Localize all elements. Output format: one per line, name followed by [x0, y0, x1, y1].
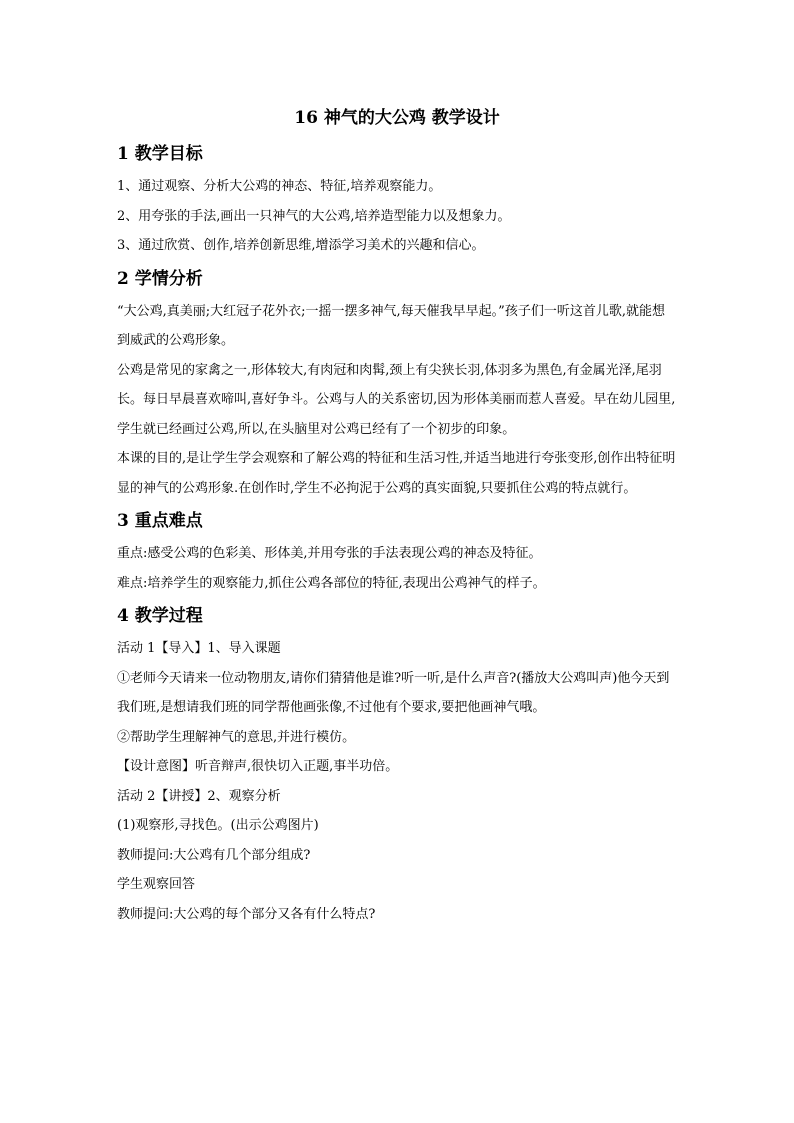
- paragraph: 3、通过欣赏、创作,培养创新思维,增添学习美术的兴趣和信心。: [117, 238, 485, 253]
- paragraph: “大公鸡,真美丽;大红冠子花外衣;一摇一摆多神气,每天催我早早起。”孩子们一听这首儿歌,就能想到威武的公鸡形象。: [117, 303, 665, 348]
- section-heading: 2 学情分析: [117, 268, 203, 289]
- paragraph: 学生观察回答: [117, 877, 196, 892]
- paragraph: 公鸡是常见的家禽之一,形体较大,有肉冠和肉髯,颈上有尖狭长羽,体羽多为黑色,有金属光泽,尾羽长。每日早晨喜欢啼叫,喜好争斗。公鸡与人的关系密切,因为形体美丽而惹人喜爱。早在幼儿园里,学生就已经画过公鸡,所以,在头脑里对公鸡已经有了一个初步的印象。: [117, 362, 676, 437]
- paragraph: 活动 1【导入】1、导入课题: [117, 641, 281, 656]
- paragraph: (1)观察形,寻找色。(出示公鸡图片): [117, 818, 319, 833]
- paragraph: 1、通过观察、分析大公鸡的神态、特征,培养观察能力。: [117, 179, 442, 194]
- section-heading: 3 重点难点: [117, 511, 203, 531]
- paragraph: 【设计意图】听音辩声,很快切入正题,事半功倍。: [117, 759, 399, 774]
- section-heading: 1 教学目标: [117, 144, 203, 164]
- paragraph: 教师提问:大公鸡有几个部分组成?: [117, 847, 311, 863]
- paragraph: 活动 2【讲授】2、观察分析: [117, 788, 281, 804]
- section-teaching-process: [117, 598, 677, 929]
- section-teaching-objectives: [117, 136, 677, 261]
- paragraph: 重点:感受公鸡的色彩美、形体美,并用夸张的手法表现公鸡的神态及特征。: [117, 546, 542, 561]
- paragraph: 教师提问:大公鸡的每个部分又各有什么特点?: [117, 906, 376, 922]
- document-page: [117, 100, 677, 929]
- section-key-difficult-points: [117, 503, 677, 598]
- section-heading: 4 教学过程: [117, 606, 203, 626]
- paragraph: 2、用夸张的手法,画出一只神气的大公鸡,培养造型能力以及想象力。: [117, 208, 511, 224]
- paragraph: 难点:培养学生的观察能力,抓住公鸡各部位的特征,表现出公鸡神气的样子。: [117, 575, 546, 591]
- paragraph: ②帮助学生理解神气的意思,并进行模仿。: [117, 729, 356, 745]
- section-learner-analysis: [117, 261, 677, 504]
- paragraph: ①老师今天请来一位动物朋友,请你们猜猜他是谁?听一听,是什么声音?(播放大公鸡叫声)他今天到我们班,是想请我们班的同学帮他画张像,不过他有个要求,要把他画神气哦。: [117, 670, 670, 715]
- document-title: 16 神气的大公鸡 教学设计: [294, 108, 500, 128]
- paragraph: 本课的目的,是让学生学会观察和了解公鸡的特征和生活习性,并适当地进行夸张变形,创作出特征明显的神气的公鸡形象.在创作时,学生不必拘泥于公鸡的真实面貌,只要抓住公鸡的特点就行。: [117, 451, 676, 496]
